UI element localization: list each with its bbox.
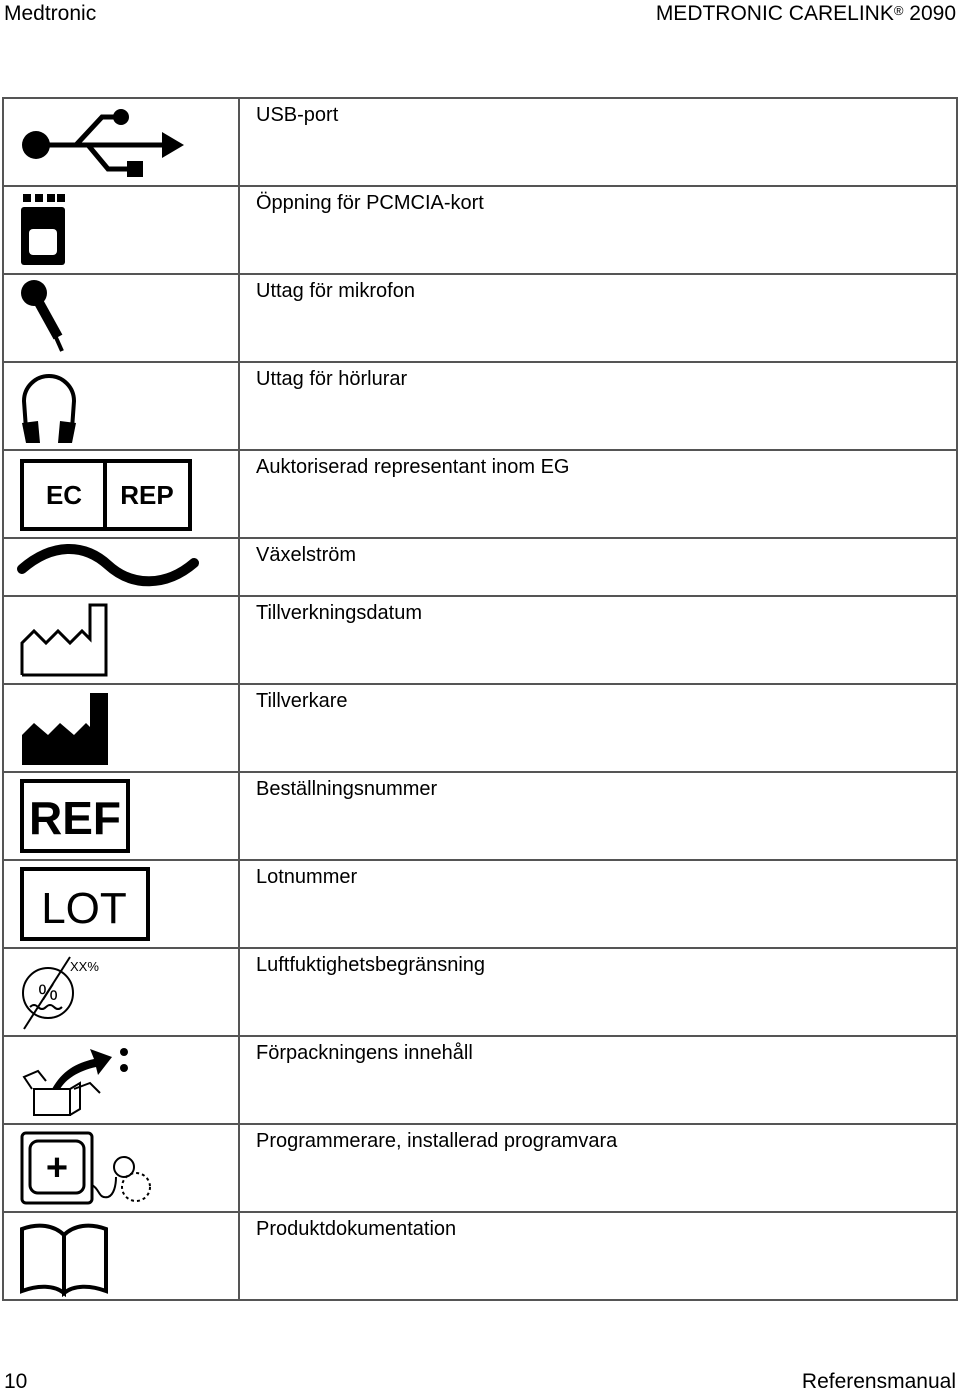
description-cell: Tillverkare bbox=[239, 684, 957, 772]
pcmcia-card-icon bbox=[4, 187, 238, 271]
header-product-name: MEDTRONIC CARELINK bbox=[655, 2, 894, 25]
humidity-value-text: XX% bbox=[70, 959, 99, 974]
ec-text: EC bbox=[45, 480, 83, 510]
ec-rep-icon bbox=[4, 451, 238, 535]
description-cell: Uttag för hörlurar bbox=[239, 362, 957, 450]
symbol-cell bbox=[3, 450, 239, 538]
table-row bbox=[3, 772, 957, 860]
alternating-current-icon bbox=[4, 539, 238, 593]
symbol-cell bbox=[3, 98, 239, 186]
humidity-limit-icon bbox=[4, 949, 238, 1033]
symbol-cell bbox=[3, 948, 239, 1036]
header-product-title bbox=[656, 2, 956, 26]
description-cell: Beställningsnummer bbox=[239, 772, 957, 860]
description-cell: Auktoriserad representant inom EG bbox=[239, 450, 957, 538]
percent-text: % bbox=[38, 980, 58, 1005]
microphone-icon bbox=[4, 275, 238, 359]
table-row bbox=[3, 98, 957, 186]
description-cell: Produktdokumentation bbox=[239, 1212, 957, 1300]
usb-icon bbox=[4, 99, 238, 183]
ref-icon bbox=[4, 773, 238, 857]
symbol-cell bbox=[3, 1212, 239, 1300]
manufacture-date-icon bbox=[4, 597, 238, 681]
plus-text: + bbox=[45, 1147, 69, 1189]
description-cell: Programmerare, installerad programvara bbox=[239, 1124, 957, 1212]
symbol-cell bbox=[3, 274, 239, 362]
symbol-cell bbox=[3, 860, 239, 948]
description-cell: Tillverkningsdatum bbox=[239, 596, 957, 684]
table-row bbox=[3, 596, 957, 684]
table-row bbox=[3, 948, 957, 1036]
table-row bbox=[3, 1212, 957, 1300]
table-row bbox=[3, 538, 957, 596]
table-row bbox=[3, 1124, 957, 1212]
product-documentation-icon bbox=[4, 1213, 238, 1297]
symbol-cell bbox=[3, 772, 239, 860]
description-cell: Uttag för mikrofon bbox=[239, 274, 957, 362]
description-cell: Luftfuktighetsbegränsning bbox=[239, 948, 957, 1036]
manufacturer-icon bbox=[4, 685, 238, 769]
header-model-number: 2090 bbox=[909, 2, 956, 25]
description-cell: Öppning för PCMCIA-kort bbox=[239, 186, 957, 274]
symbol-cell bbox=[3, 186, 239, 274]
table-row bbox=[3, 860, 957, 948]
page-number: 10 bbox=[4, 1370, 28, 1393]
description-cell: Förpackningens innehåll bbox=[239, 1036, 957, 1124]
ref-text: REF bbox=[29, 792, 121, 844]
lot-text: LOT bbox=[41, 884, 127, 933]
symbol-cell bbox=[3, 1124, 239, 1212]
description-cell: Lotnummer bbox=[239, 860, 957, 948]
symbol-table bbox=[2, 97, 958, 1301]
symbol-cell bbox=[3, 684, 239, 772]
footer-title: Referensmanual bbox=[801, 1370, 956, 1393]
description-cell: USB-port bbox=[239, 98, 957, 186]
header-brand: Medtronic bbox=[4, 2, 97, 25]
programmer-software-icon bbox=[4, 1125, 238, 1209]
lot-icon bbox=[4, 861, 238, 945]
headphones-icon bbox=[4, 363, 238, 447]
table-row bbox=[3, 684, 957, 772]
package-contents-icon bbox=[4, 1037, 238, 1121]
table-row bbox=[3, 1036, 957, 1124]
description-cell: Växelström bbox=[239, 538, 957, 596]
symbol-cell bbox=[3, 1036, 239, 1124]
table-row bbox=[3, 450, 957, 538]
table-row bbox=[3, 274, 957, 362]
symbol-cell bbox=[3, 538, 239, 596]
symbol-cell bbox=[3, 362, 239, 450]
registered-mark: ® bbox=[893, 3, 904, 18]
table-row bbox=[3, 186, 957, 274]
symbol-cell bbox=[3, 596, 239, 684]
table-row bbox=[3, 362, 957, 450]
rep-text: REP bbox=[120, 480, 174, 510]
